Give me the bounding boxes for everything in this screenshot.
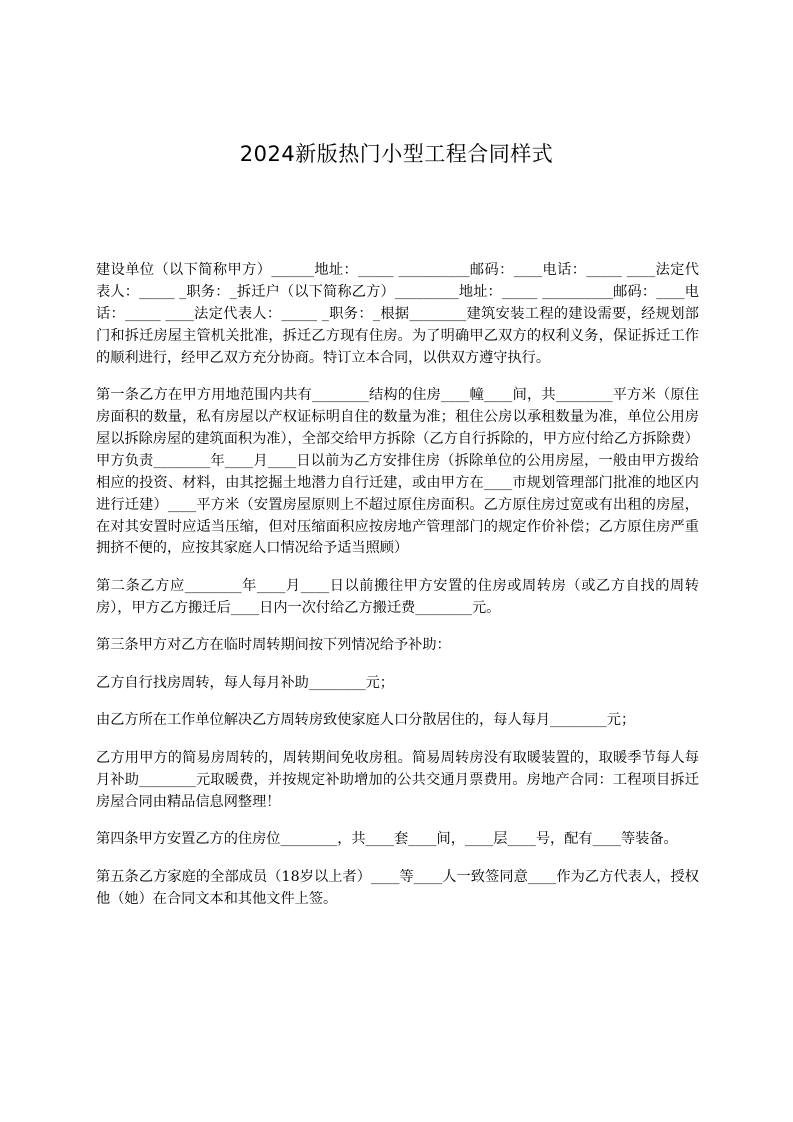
- paragraph-article-2: 第二条乙方应________年____月____日以前搬往甲方安置的住房或周转房（或乙方自找的周转房），甲方乙方搬迁后____日内一次付给乙方搬迁费________元。: [96, 577, 699, 616]
- paragraph-article-3: 第三条甲方对乙方在临时周转期间按下列情况给予补助：: [96, 637, 451, 654]
- paragraph-parties: 建设单位（以下简称甲方）______地址：_____ __________邮码：____电话：_____ ____法定代表人：_____ _职务：_拆迁户（以下简称乙方）_________地址：_____ __________邮码：____电话：_____ ____法定代表人：_____ _职务：_根据________建筑安装工程的建设需要，经规划部门和拆迁房屋主管机关批准，拆迁乙方现有住房。为了明确甲乙双方的权利义务，保证拆迁工作的顺利进行，经甲乙双方充分协商。特订立本合同，以供双方遵守执行。: [96, 262, 699, 366]
- document-body: [96, 260, 699, 926]
- paragraph-article-1: 第一条乙方在甲方用地范围内共有________结构的住房____幢____间，共________平方米（原住房面积的数量，私有房屋以产权证标明自住的数量为准；租住公房以承租数量为准，单位公用房屋以拆除房屋的建筑面积为准），全部交给甲方拆除（乙方自行拆除的，甲方应付给乙方拆除费）甲方负责________年____月____日以前为乙方安排住房（拆除单位的公用房屋，一般由甲方拨给相应的投资、材料，由其挖掘土地潜力自行迁建，或由甲方在____市规划管理部门批准的地区内进行迁建）____平方米（安置房屋原则上不超过原住房面积。乙方原住房过宽或有出租的房屋，在对其安置时应适当压缩，但对压缩面积应按房地产管理部门的规定作价补偿；乙方原住房严重拥挤不便的，应按其家庭人口情况给予适当照顾）: [96, 387, 699, 557]
- paragraph-subsidy-simple-housing: 乙方用甲方的简易房周转的，周转期间免收房租。简易周转房没有取暖装置的，取暖季节每人每月补助________元取暖费，并按规定补助增加的公共交通月票费用。房地产合同：工程项目拆迁房屋合同由精品信息网整理！: [96, 749, 699, 810]
- paragraph-article-4: 第四条甲方安置乙方的住房位________，共____套____间，____层____号，配有____等装备。: [96, 831, 678, 848]
- paragraph-article-5: 第五条乙方家庭的全部成员（18岁以上者）____等____人一致签同意____作为乙方代表人，授权他（她）在合同文本和其他文件上签。: [96, 868, 699, 907]
- paragraph-subsidy-self-found: 乙方自行找房周转，每人每月补助________元；: [96, 674, 394, 691]
- document-title: 2024新版热门小型工程合同样式: [239, 142, 554, 166]
- paragraph-subsidy-employer: 由乙方所在工作单位解决乙方周转房致使家庭人口分散居住的，每人每月________元；: [96, 712, 636, 729]
